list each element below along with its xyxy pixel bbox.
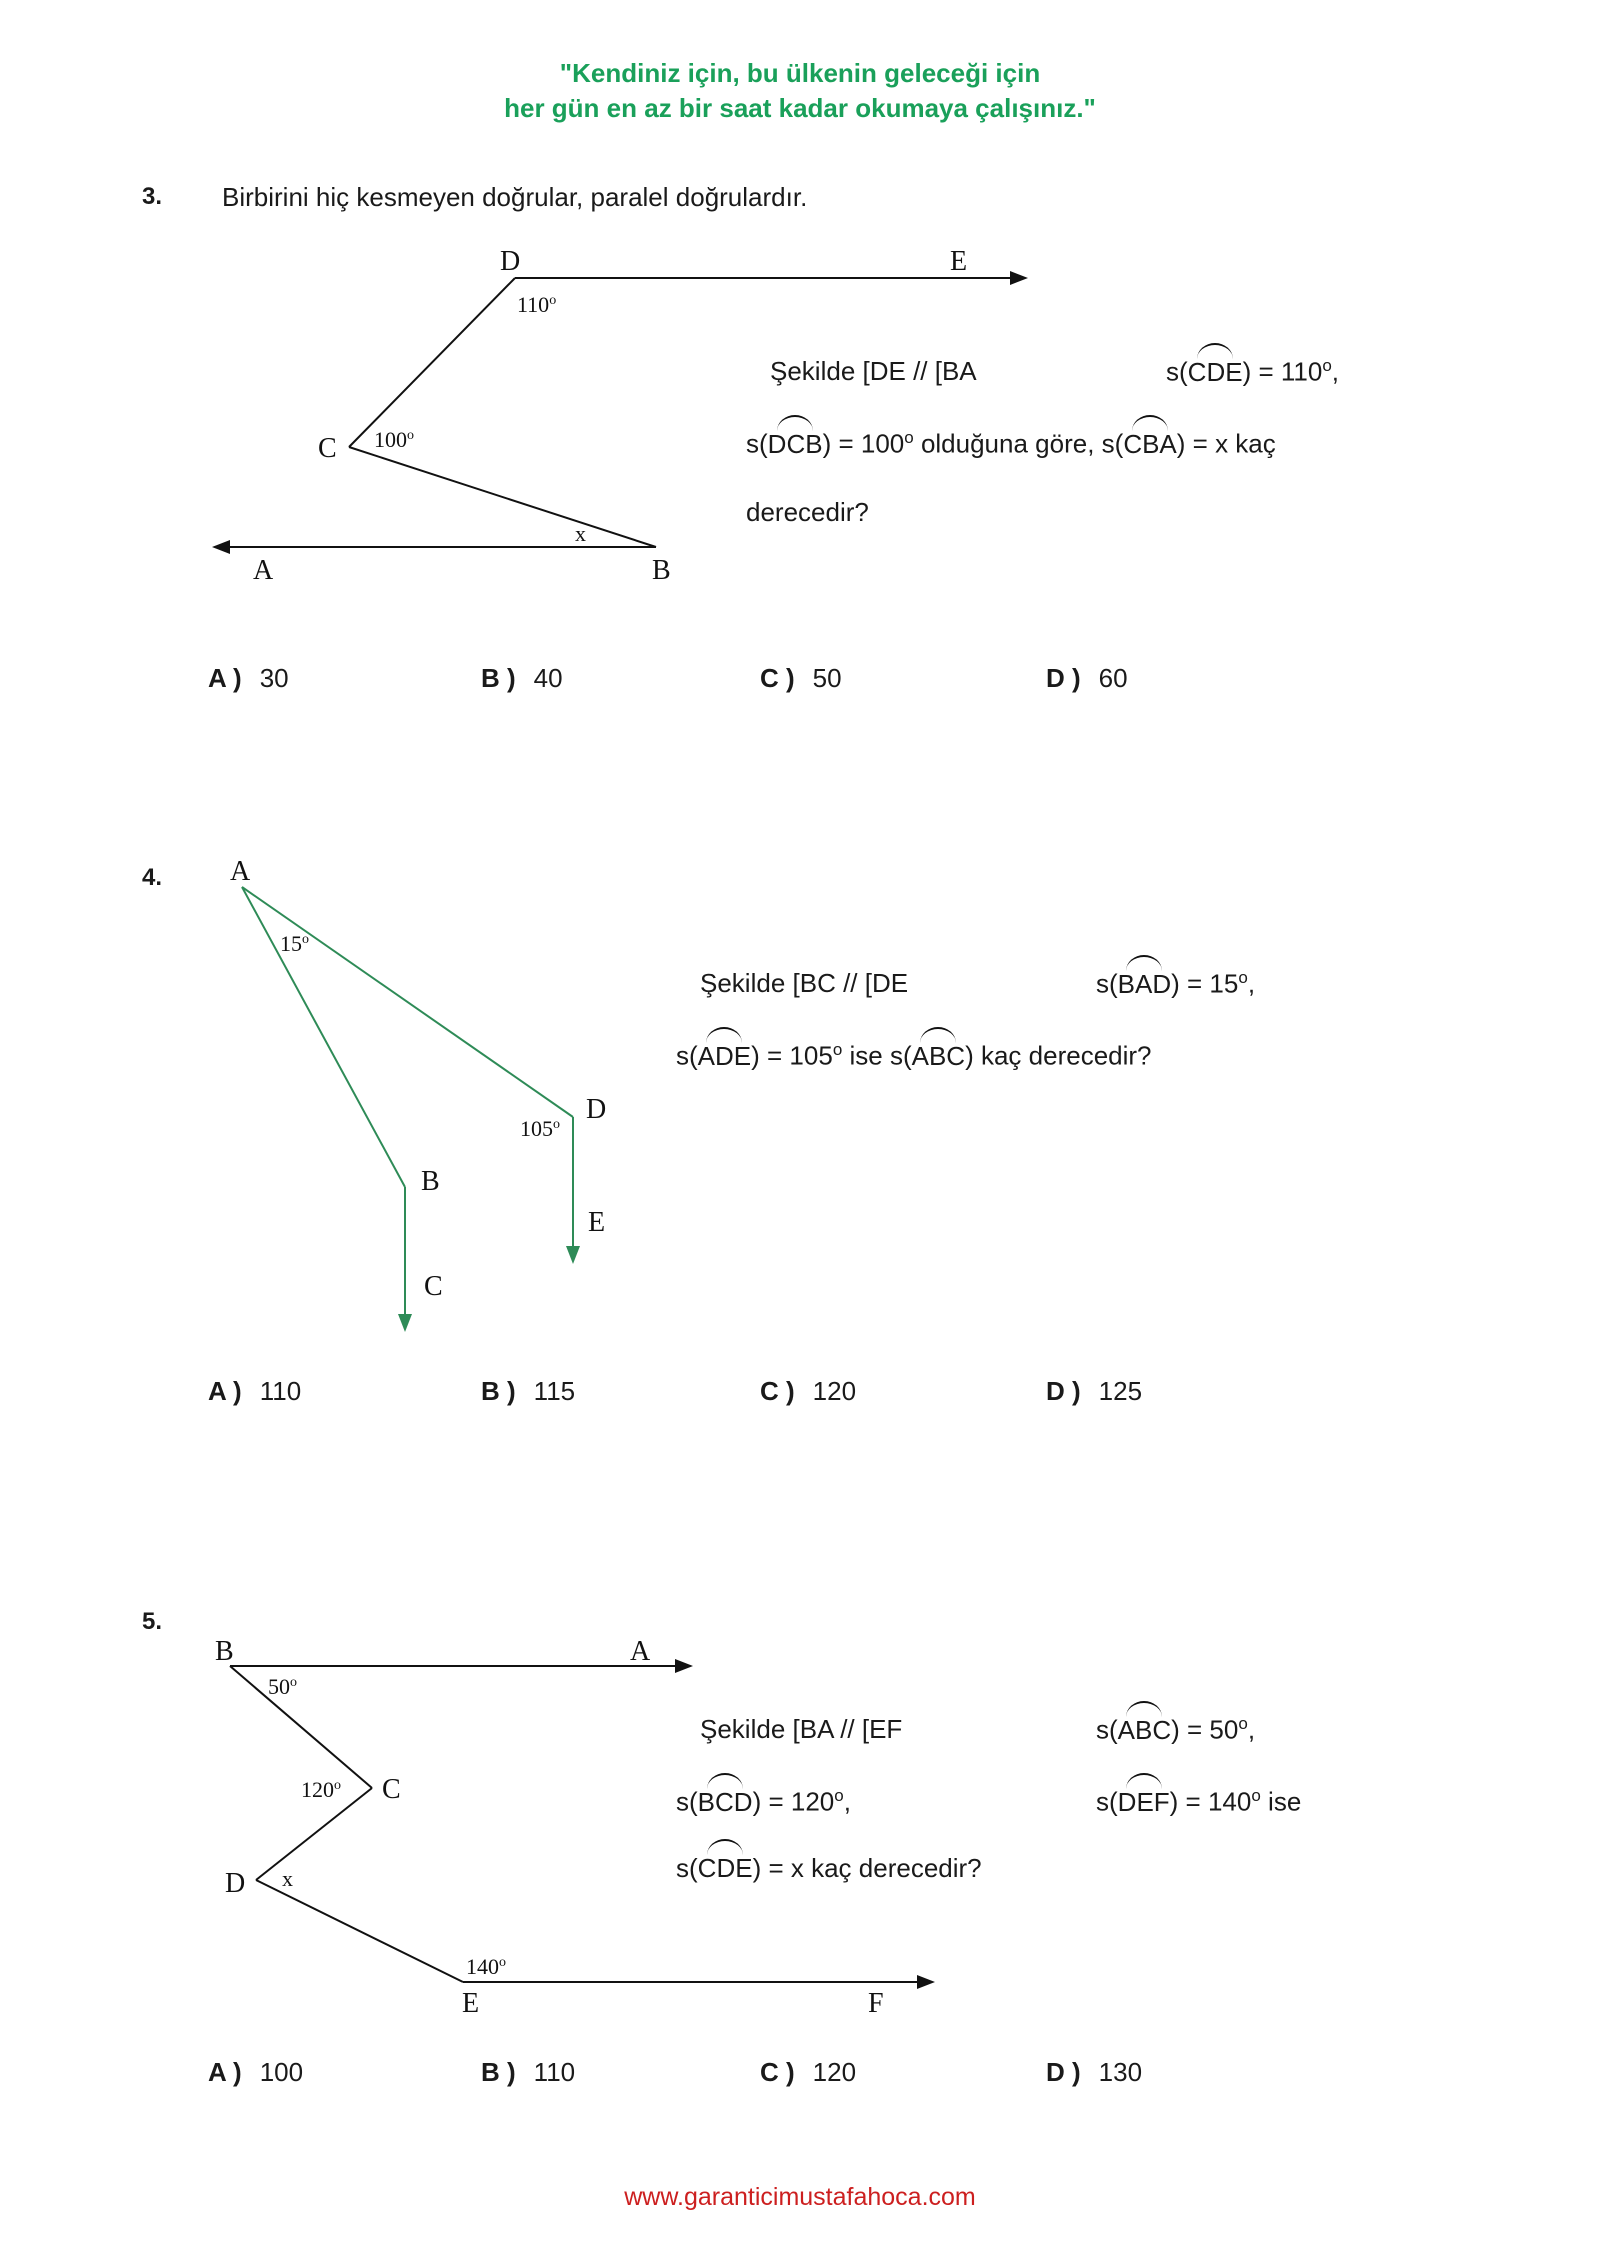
arrowhead-a — [675, 1659, 693, 1673]
segment-cb — [349, 447, 656, 547]
question-3-number: 3. — [142, 183, 163, 210]
question-4-given-1: Şekilde [BC // [DE — [700, 968, 909, 998]
question-4-option-d[interactable]: D ) 125 — [1046, 1376, 1143, 1406]
segment-de — [256, 1880, 463, 1982]
question-4-number: 4. — [142, 864, 163, 891]
label-f: F — [868, 1988, 884, 2019]
label-c: C — [382, 1774, 401, 1805]
question-5-given-3: $s(BCD) = 120^o$, — [676, 1786, 851, 1817]
question-4-option-a[interactable]: A ) 110 — [208, 1376, 302, 1406]
question-3-option-a[interactable]: A ) 30 — [208, 663, 289, 693]
question-4-prompt: $s(ADE) = 105^o$ ise s(ABC) kaç derecedir? — [676, 1040, 1152, 1071]
angle-d-label: x — [282, 1866, 293, 1891]
question-3-given-1: Şekilde [DE // [BA — [770, 356, 977, 386]
label-b: B — [421, 1166, 440, 1197]
angle-arc-cde: CDE — [1187, 356, 1243, 387]
angle-c-label: 120$^o$ — [301, 1777, 341, 1802]
arrowhead-c — [398, 1314, 412, 1332]
motto-line-1: "Kendiniz için, bu ülkenin geleceği için — [559, 58, 1041, 88]
segment-dc — [349, 278, 515, 447]
question-3-given-3: $s(DCB) = 100^o$ olduğuna göre, s(CBA) = x kaç — [746, 428, 1276, 459]
angle-b-label: x — [575, 521, 586, 546]
label-e: E — [462, 1988, 480, 2019]
label-c: C — [318, 433, 337, 464]
arrowhead-e — [1010, 271, 1028, 285]
arrowhead-a — [212, 540, 230, 554]
question-5-option-b[interactable]: B ) 110 — [481, 2057, 576, 2087]
label-b: B — [215, 1636, 234, 1667]
question-5-option-d[interactable]: D ) 130 — [1046, 2057, 1143, 2087]
label-e: E — [588, 1207, 606, 1238]
label-a: A — [630, 1636, 651, 1667]
angle-c-label: 100$^o$ — [374, 427, 414, 452]
question-4-figure — [0, 820, 1600, 1360]
question-4-option-c[interactable]: C ) 120 — [760, 1376, 857, 1406]
angle-arc-abc: ABC — [911, 1040, 966, 1071]
angle-a-label: 15$^o$ — [280, 931, 309, 956]
angle-b-label: 50$^o$ — [268, 1674, 297, 1699]
angle-arc-dcb: DCB — [767, 428, 823, 459]
question-5-option-c[interactable]: C ) 120 — [760, 2057, 857, 2087]
label-d: D — [586, 1094, 607, 1125]
angle-arc-cba: CBA — [1123, 428, 1177, 459]
question-5-prompt: s(CDE) = x kaç derecedir? — [676, 1853, 982, 1883]
label-e: E — [950, 246, 968, 277]
angle-arc-abc: ABC — [1117, 1714, 1172, 1745]
segment-ab — [242, 887, 405, 1187]
label-a: A — [230, 856, 251, 887]
arrowhead-e — [566, 1246, 580, 1264]
angle-arc-bcd: BCD — [697, 1786, 753, 1817]
question-3-given-2: $s(CDE) = 110^o$, — [1166, 356, 1340, 387]
footer-website-link[interactable]: www.garanticimustafahoca.com — [624, 2183, 976, 2211]
angle-arc-cde: CDE — [697, 1853, 753, 1883]
question-5-given-1: Şekilde [BA // [EF — [700, 1714, 903, 1744]
question-3-option-c[interactable]: C ) 50 — [760, 663, 842, 693]
label-c: C — [424, 1271, 443, 1302]
question-4-given-2: $s(BAD) = 15^o$, — [1096, 968, 1256, 999]
arrowhead-f — [917, 1975, 935, 1989]
label-d: D — [225, 1868, 246, 1899]
question-3-option-d[interactable]: D ) 60 — [1046, 663, 1128, 693]
segment-ad — [242, 887, 573, 1117]
angle-d-label: 105$^o$ — [520, 1116, 560, 1141]
angle-arc-bad: BAD — [1117, 968, 1172, 999]
label-b: B — [652, 555, 671, 586]
question-5-option-a[interactable]: A ) 100 — [208, 2057, 304, 2087]
question-4-option-b[interactable]: B ) 115 — [481, 1376, 576, 1406]
angle-arc-ade: ADE — [697, 1040, 752, 1071]
question-5-number: 5. — [142, 1608, 163, 1635]
label-a: A — [253, 555, 274, 586]
question-3-option-b[interactable]: B ) 40 — [481, 663, 563, 693]
segment-bc — [230, 1666, 372, 1788]
question-3-intro: Birbirini hiç kesmeyen doğrular, paralel doğrulardır. — [222, 182, 808, 212]
angle-arc-def: DEF — [1117, 1786, 1170, 1817]
label-d: D — [500, 246, 521, 277]
question-5-given-4: $s(DEF) = 140^o$ ise — [1096, 1786, 1302, 1817]
question-5-given-2: $s(ABC) = 50^o$, — [1096, 1714, 1256, 1745]
question-5-figure — [0, 1620, 1600, 2040]
question-3-prompt: derecedir? — [746, 497, 869, 527]
motto-line-2: her gün en az bir saat kadar okumaya çalışınız." — [504, 93, 1096, 123]
angle-d-label: 110$^o$ — [517, 292, 557, 317]
angle-e-label: 140$^o$ — [466, 1954, 506, 1979]
